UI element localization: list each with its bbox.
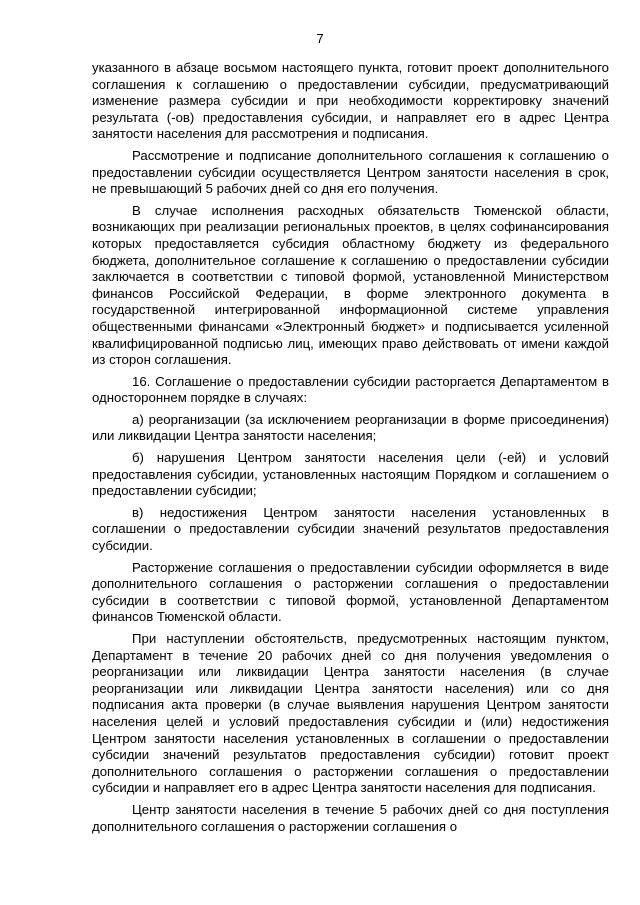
paragraph-employment-center: Центр занятости населения в течение 5 рабочих дней со дня поступления дополнительного соглашения о расторжении соглашения о [92,801,609,834]
paragraph-continuation: указанного в абзаце восьмом настоящего пункта, готовит проект дополнительного соглашения к соглашению о предоставлении субсидии, предусматривающий изменение размера субсидии и при необходимости корректировку значений результата (-ов) предоставления субсидии, и направляет его в адрес Центра занятости населения для рассмотрения и подписания. [92,60,609,142]
document-body [92,60,609,840]
paragraph-termination-form: Расторжение соглашения о предоставлении субсидии оформляется в виде дополнительного соглашения о расторжении соглашения о предоставлении субсидии в соответствии с типовой формой, установленной Департаментом финансов Тюменской области. [92,559,609,625]
paragraph-subitem-v: в) недостижения Центром занятости населения установленных в соглашении о предоставлении субсидии значений результатов предоставления субсидии. [92,504,609,554]
page-number: 7 [316,31,324,46]
paragraph-item-16: 16. Соглашение о предоставлении субсидии расторгается Департаментом в одностороннем порядке в случаях: [92,373,609,406]
paragraph-review-signing: Рассмотрение и подписание дополнительного соглашения к соглашению о предоставлении субсидии осуществляется Центром занятости населения в срок, не превышающий 5 рабочих дней со дня его получения. [92,147,609,197]
paragraph-subitem-b: б) нарушения Центром занятости населения цели (-ей) и условий предоставления субсидии, установленных настоящим Порядком и соглашением о предоставлении субсидии; [92,450,609,499]
paragraph-regional-projects: В случае исполнения расходных обязательств Тюменской области, возникающих при реализации региональных проектов, в целях софинансирования которых предоставляется субсидия областному бюджету из федерального бюджета, дополнительное соглашение к соглашению о предоставлении субсидии заключается в соответствии с типовой формой, установленной Министерством финансов Российской Федерации, в форме электронного документа в государственной интегрированной информационной системе управления общественными финансами «Электронный бюджет» и подписывается усиленной квалифицированной подписью лиц, имеющих право действовать от имени каждой из сторон соглашения. [92,202,609,368]
paragraph-subitem-a: а) реорганизации (за исключением реорганизации в форме присоединения) или ликвидации Центра занятости населения; [92,411,609,444]
paragraph-circumstances: При наступлении обстоятельств, предусмотренных настоящим пунктом, Департамент в течение 20 рабочих дней со дня получения уведомления о реорганизации или ликвидации Центра занятости населения (в случае реорганизации или ликвидации Центра занятости населения) или со дня подписания акта проверки (в случае выявления нарушения Центром занятости населения целей и условий предоставления субсидии и (или) недостижения Центром занятости населения установленных в соглашении о предоставлении субсидии значений результатов предоставления субсидии) готовит проект дополнительного соглашения о расторжении соглашения о предоставлении субсидии и направляет его в адрес Центра занятости населения для подписания. [92,631,609,796]
